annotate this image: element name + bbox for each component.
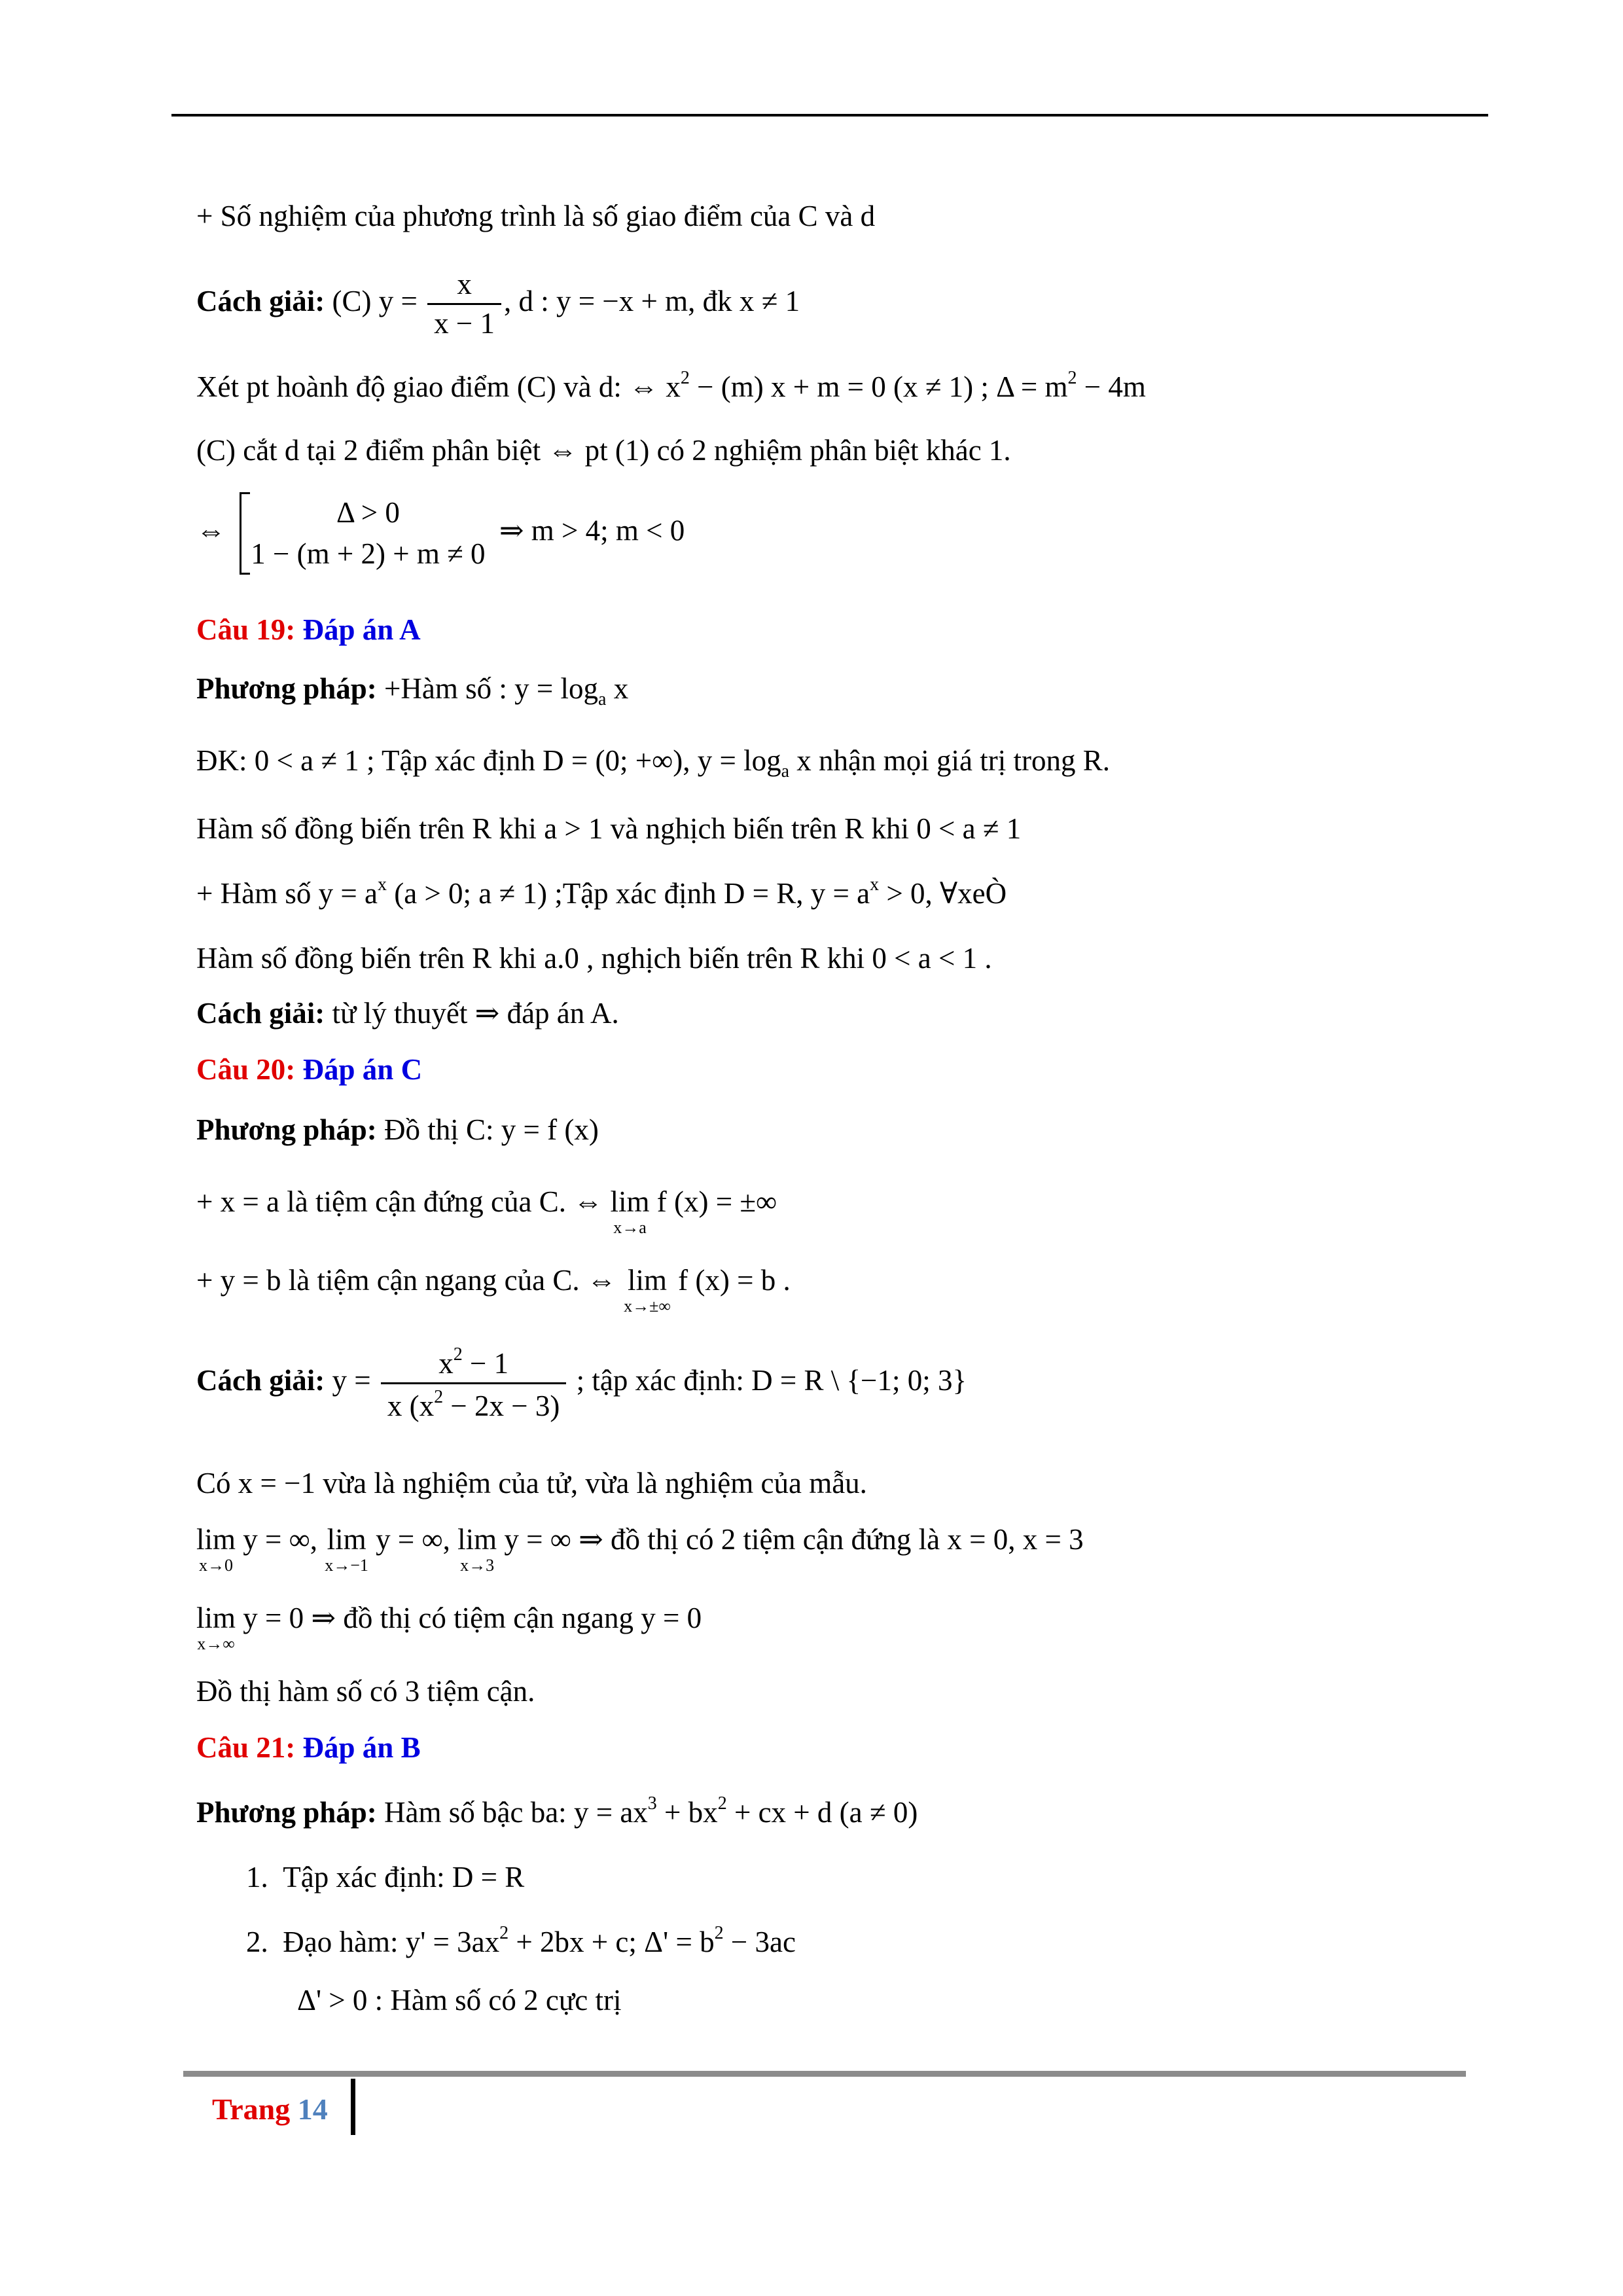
q21-step-2-note: Δ' > 0 : Hàm số có 2 cực trị: [297, 1984, 622, 2017]
q21-step-1: 1. Tập xác định: D = R: [246, 1861, 525, 1893]
fraction: $\frac{x^2 - 1}{x (x^2 - 2x - 3)}$: [381, 1346, 567, 1421]
bracket-system: Δ > 0 1 − (m + 2) + m ≠ 0: [240, 492, 485, 575]
q20-vertical-asymptote: + x = a là tiệm cận đứng của C. ⇔ lim x→a f (x) = ±∞: [196, 1185, 777, 1237]
q19-exponential: + Hàm số $y = a^x$ (a > 0; a ≠ 1) ;Tập xác định D = R, $y = a^x > 0$, ∀xeÒ: [196, 874, 1007, 910]
q19-monotonic: Hàm số đồng biến trên R khi a > 1 và nghịch biến trên R khi 0 < a ≠ 1: [196, 812, 1022, 845]
solution-system: ⇔ Δ > 0 1 − (m + 2) + m ≠ 0 ⇒ m > 4; m < 0: [196, 492, 685, 575]
q21-method: Phương pháp: Hàm số bậc ba: $y = ax^3 + bx^2$ + cx + d (a ≠ 0): [196, 1793, 918, 1829]
q20-horizontal-limit: lim x→∞ y = 0 ⇒ đồ thị có tiệm cận ngang y = 0: [196, 1602, 702, 1653]
question-19-heading: Câu 19: Đáp án A: [196, 613, 421, 646]
q19-solution: Cách giải: từ lý thuyết ⇒ đáp án A.: [196, 997, 619, 1030]
q19-method: Phương pháp: +Hàm số : $y = \log_a x$: [196, 672, 629, 709]
solution-line-2: Xét pt hoành độ giao điểm (C) và d: ⇔ $x^2 - (m) x + m = 0$ (x ≠ 1) ; $\Delta = m^2 - 4m$: [196, 368, 1146, 403]
fraction: $\frac{x}{x - 1}$: [427, 270, 501, 338]
limit: lim x→±∞: [624, 1264, 671, 1316]
intersection-note: + Số nghiệm của phương trình là số giao điểm của C và d: [196, 200, 876, 232]
solution-line-1: Cách giải: (C) y = $\frac{x}{x - 1}$ , d : y = −x + m, đk x ≠ 1: [196, 268, 800, 340]
q19-domain: ĐK: 0 < a ≠ 1 ; Tập xác định D = (0; +∞), $y = \log_a x$ nhận mọi giá trị trong R.: [196, 744, 1110, 781]
q20-note: Có x = −1 vừa là nghiệm của tử, vừa là nghiệm của mẫu.: [196, 1467, 867, 1499]
q20-conclusion: Đồ thị hàm số có 3 tiệm cận.: [196, 1675, 535, 1708]
q20-horizontal-asymptote: + y = b là tiệm cận ngang của C. ⇔ lim x→±∞ f (x) = b .: [196, 1264, 791, 1316]
q20-vertical-limits: lim x→0 y = ∞, lim x→−1 y = ∞, lim x→3 y = ∞ ⇒ đồ thị có 2 tiệm cận đứng là x = 0, x = 3: [196, 1523, 1084, 1575]
q20-method: Phương pháp: Đồ thị C: y = f (x): [196, 1113, 599, 1146]
q20-solution: Cách giải: y = $\frac{x^2 - 1}{x (x^2 - 2x - 3)}$ ; tập xác định: D = R \ {−1; 0; 3}: [196, 1344, 967, 1422]
question-20-heading: Câu 20: Đáp án C: [196, 1053, 423, 1086]
solution-line-3: (C) cắt d tại 2 điểm phân biệt ⇔ pt (1) có 2 nghiệm phân biệt khác 1.: [196, 434, 1011, 467]
footer-rule: [183, 2071, 1466, 2077]
footer-divider: [351, 2079, 355, 2135]
limit: lim x→a: [610, 1185, 650, 1237]
header-rule: [171, 114, 1488, 117]
page-number: Trang 14: [212, 2092, 328, 2126]
q19-exp-monotonic: Hàm số đồng biến trên R khi a.0 , nghịch biến trên R khi 0 < a < 1 .: [196, 942, 992, 975]
q21-step-2: 2. Đạo hàm: $y' = 3ax^2 + 2bx + c$; $\Delta' = b^2 - 3ac$: [246, 1923, 796, 1958]
question-21-heading: Câu 21: Đáp án B: [196, 1731, 421, 1764]
